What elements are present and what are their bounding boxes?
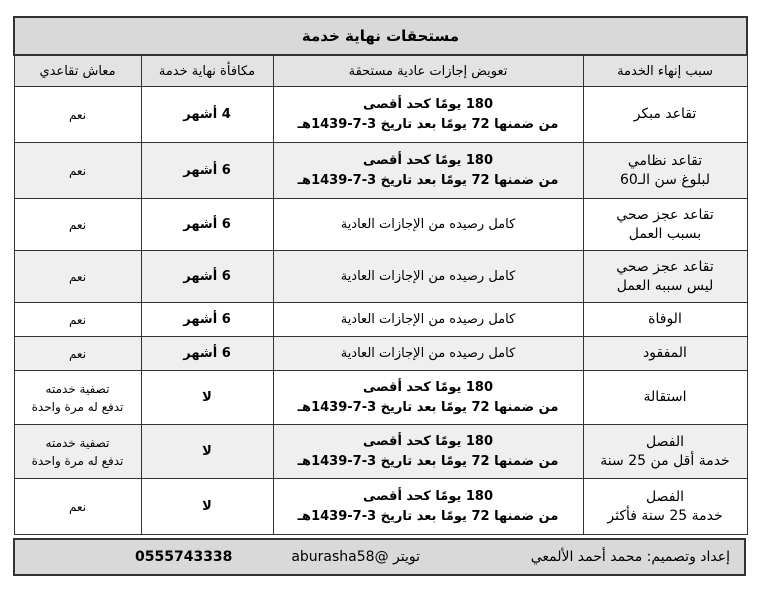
table-row	[14, 303, 747, 337]
header-eos-bonus: مكافأة نهاية خدمة	[141, 55, 273, 87]
header-pension: معاش تقاعدي	[14, 55, 141, 87]
leave-comp-cell: كامل رصيده من الإجازات العادية	[273, 303, 583, 337]
bonus-cell: لا	[141, 371, 273, 425]
table-row	[14, 425, 747, 479]
table-row	[14, 87, 747, 143]
credits-footer	[13, 538, 746, 576]
leave-comp-cell: 180 يومًا كحد أقصى من ضمنها 72 يومًا بعد تاريخ 3-7-1439هـ	[273, 87, 583, 143]
leave-comp-cell: كامل رصيده من الإجازات العادية	[273, 251, 583, 303]
pension-cell: تصفية خدمته تدفع له مرة واحدة	[14, 371, 141, 425]
pension-cell: نعم	[14, 251, 141, 303]
table-row	[14, 371, 747, 425]
reason-cell: تقاعد نظامي لبلوغ سن الـ60	[583, 143, 747, 199]
table-row	[14, 199, 747, 251]
leave-comp-cell: 180 يومًا كحد أقصى من ضمنها 72 يومًا بعد تاريخ 3-7-1439هـ	[273, 143, 583, 199]
author-credit: إعداد وتصميم: محمد أحمد الألمعي	[530, 549, 730, 565]
pension-cell: نعم	[14, 479, 141, 535]
reason-cell: الفصل خدمة أقل من 25 سنة	[583, 425, 747, 479]
bonus-cell: 6 أشهر	[141, 143, 273, 199]
reason-cell: تقاعد مبكر	[583, 87, 747, 143]
bonus-cell: 6 أشهر	[141, 251, 273, 303]
pension-cell: نعم	[14, 143, 141, 199]
leave-comp-cell: 180 يومًا كحد أقصى من ضمنها 72 يومًا بعد تاريخ 3-7-1439هـ	[273, 425, 583, 479]
header-reason: سبب إنهاء الخدمة	[583, 55, 747, 87]
leave-comp-cell: كامل رصيده من الإجازات العادية	[273, 199, 583, 251]
bonus-cell: لا	[141, 479, 273, 535]
reason-cell: استقالة	[583, 371, 747, 425]
reason-cell: المفقود	[583, 337, 747, 371]
table-row	[14, 479, 747, 535]
pension-cell: نعم	[14, 199, 141, 251]
benefits-table	[13, 16, 748, 535]
bonus-cell: 6 أشهر	[141, 337, 273, 371]
bonus-cell: 6 أشهر	[141, 303, 273, 337]
twitter-handle: تويتر @aburasha58	[291, 549, 420, 565]
leave-comp-cell: 180 يومًا كحد أقصى من ضمنها 72 يومًا بعد تاريخ 3-7-1439هـ	[273, 479, 583, 535]
benefits-table-container	[13, 16, 746, 535]
table-row	[14, 251, 747, 303]
leave-comp-cell: كامل رصيده من الإجازات العادية	[273, 337, 583, 371]
table-row	[14, 143, 747, 199]
header-leave-compensation: تعويض إجازات عادية مستحقة	[273, 55, 583, 87]
phone-number: 0555743338	[135, 549, 233, 565]
reason-cell: الوفاة	[583, 303, 747, 337]
bonus-cell: 4 أشهر	[141, 87, 273, 143]
reason-cell: تقاعد عجز صحي بسبب العمل	[583, 199, 747, 251]
leave-comp-cell: 180 يومًا كحد أقصى من ضمنها 72 يومًا بعد تاريخ 3-7-1439هـ	[273, 371, 583, 425]
pension-cell: نعم	[14, 337, 141, 371]
reason-cell: تقاعد عجز صحي ليس سببه العمل	[583, 251, 747, 303]
bonus-cell: لا	[141, 425, 273, 479]
table-row	[14, 337, 747, 371]
bonus-cell: 6 أشهر	[141, 199, 273, 251]
pension-cell: نعم	[14, 303, 141, 337]
table-title: مستحقات نهاية خدمة	[14, 17, 747, 55]
pension-cell: تصفية خدمته تدفع له مرة واحدة	[14, 425, 141, 479]
reason-cell: الفصل خدمة 25 سنة فأكثر	[583, 479, 747, 535]
pension-cell: نعم	[14, 87, 141, 143]
